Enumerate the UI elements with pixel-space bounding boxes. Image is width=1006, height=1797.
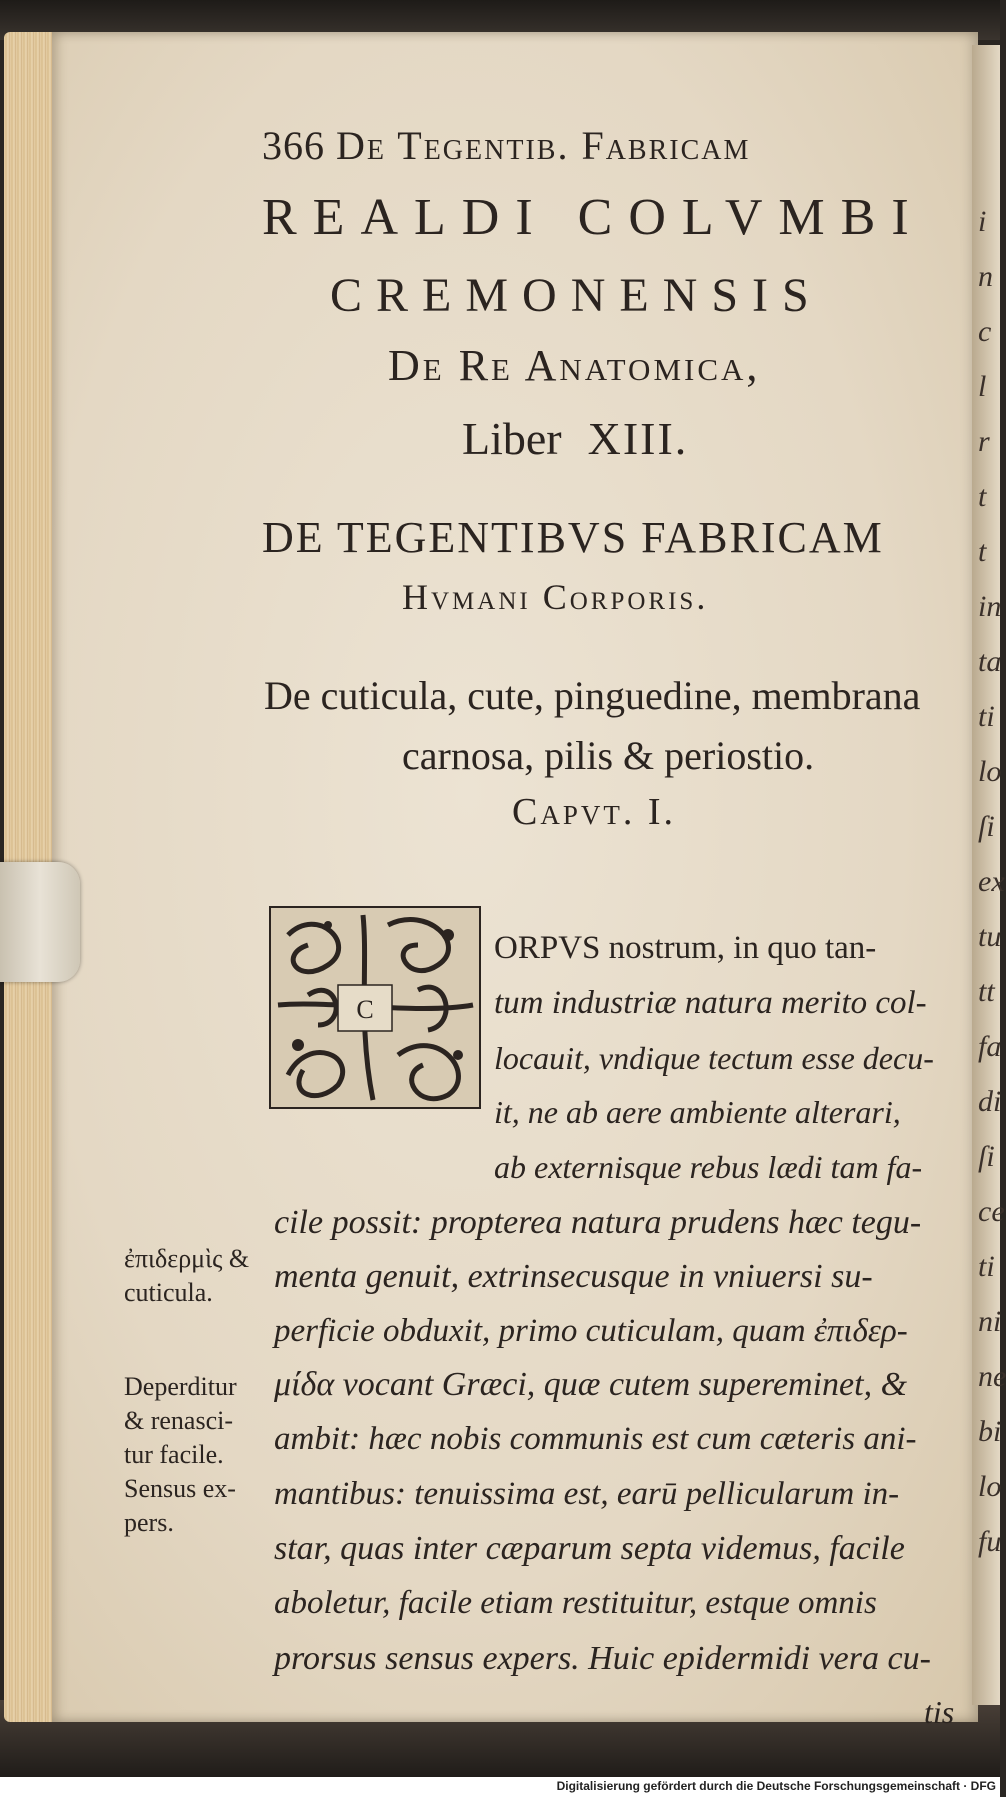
chapter-title-line2: carnosa, pilis & periostio. [402, 733, 815, 778]
chapter-number: Capvt. I. [512, 791, 677, 833]
body-line: tis [924, 1694, 955, 1730]
facing-page-edge [972, 45, 1006, 1705]
facing-page-fragment: ti [978, 700, 995, 733]
body-line: ambit: hæc nobis communis est cum cæteris ani- [274, 1421, 917, 1457]
facing-page-fragment: lo [978, 755, 1002, 788]
footer-credit: Digitalisierung gefördert durch die Deutsche Forschungsgemeinschaft · DFG [556, 1779, 996, 1793]
liber-label: Liber [462, 413, 562, 464]
margin-note-line: ἐπιδερμὶς & [124, 1244, 250, 1273]
footer-bar [0, 1777, 1000, 1797]
facing-page-fragment: c [978, 315, 992, 348]
facing-page-fragment: ſi [978, 810, 995, 843]
margin-note-line: & renasci- [124, 1406, 234, 1435]
body-line: star, quas inter cæparum septa videmus, facile [274, 1530, 905, 1567]
title-book-number [462, 412, 782, 465]
facing-page-fragment: ce [978, 1195, 1005, 1228]
facing-page-fragment: ne [978, 1360, 1006, 1393]
body-line: locauit, vndique tectum esse decu- [494, 1040, 934, 1076]
body-line: ab externisque rebus lædi tam fa- [494, 1149, 923, 1185]
body-line: μίδα vocant Græci, quæ cutem supereminet, & [274, 1366, 908, 1403]
facing-page-fragment: lo [978, 1470, 1002, 1503]
initial-letter: C [356, 995, 374, 1024]
title-work: De Re Anatomica, [388, 341, 761, 390]
facing-page-fragment: t [978, 535, 987, 568]
facing-page-fragment: ni [978, 1305, 1002, 1338]
title-author: REALDI COLVMBI [262, 189, 925, 246]
body-line: mantibus: tenuissima est, earū pellicularum in- [274, 1476, 900, 1512]
section-heading-line1: DE TEGENTIBVS FABRICAM [262, 513, 884, 562]
margin-note-line: Sensus ex- [124, 1474, 236, 1503]
margin-note-epidermis [124, 1242, 249, 1310]
margin-note-line: Deperditur [124, 1372, 237, 1401]
facing-page-fragment: t [978, 480, 987, 513]
body-line: it, ne ab aere ambiente alterari, [494, 1094, 901, 1130]
facing-page-fragment: ſi [978, 1140, 995, 1173]
facing-page-fragment: tu [978, 920, 1002, 953]
facing-page-fragment: bi [978, 1415, 1002, 1448]
facing-page-fragment: di [978, 1085, 1002, 1118]
liber-number: XIII. [587, 413, 689, 464]
facing-page-fragment: n [978, 260, 993, 293]
margin-note-renewal [124, 1370, 237, 1540]
facing-page-fragment: ta [978, 645, 1002, 678]
body-line: tum industriæ natura merito col- [494, 985, 927, 1021]
facing-page-fragment: ex [978, 865, 1005, 898]
body-line: cile possit: propterea natura prudens hæc tegu- [274, 1204, 922, 1241]
facing-page-fragment: fa [978, 1030, 1002, 1063]
title-origin: CREMONENSIS [330, 269, 823, 322]
margin-note-line: pers. [124, 1508, 174, 1537]
facing-page-fragment: l [978, 370, 987, 403]
facing-page-fragment: tt [978, 975, 995, 1008]
page-number: 366 [262, 123, 325, 168]
facing-page-fragment: r [978, 425, 990, 458]
body-line: perficie obduxit, primo cuticulam, quam ἐπιδερ- [274, 1313, 908, 1349]
decorated-initial-icon [268, 905, 482, 1110]
body-line: ORPVS nostrum, in quo tan- [494, 930, 877, 966]
facing-page-fragment: in [978, 590, 1002, 623]
chapter-title-line1: De cuticula, cute, pinguedine, membrana [264, 673, 921, 718]
body-line: prorsus sensus expers. Huic epidermidi vera cu- [274, 1640, 931, 1677]
body-line: aboletur, facile etiam restituitur, estque omnis [274, 1585, 877, 1621]
section-heading-line2: Hvmani Corporis. [402, 577, 709, 617]
margin-note-line: tur facile. [124, 1440, 224, 1469]
margin-note-line: cuticula. [124, 1278, 213, 1307]
facing-page-fragment: fu [978, 1525, 1002, 1558]
running-head-text: De Tegentib. Fabricam [336, 123, 751, 168]
book-clasp [0, 862, 80, 982]
facing-page-fragment: ti [978, 1250, 995, 1283]
body-line: menta genuit, extrinsecusque in vniuersi su- [274, 1258, 873, 1295]
facing-page-fragment: i [978, 205, 987, 238]
running-head [262, 122, 912, 169]
